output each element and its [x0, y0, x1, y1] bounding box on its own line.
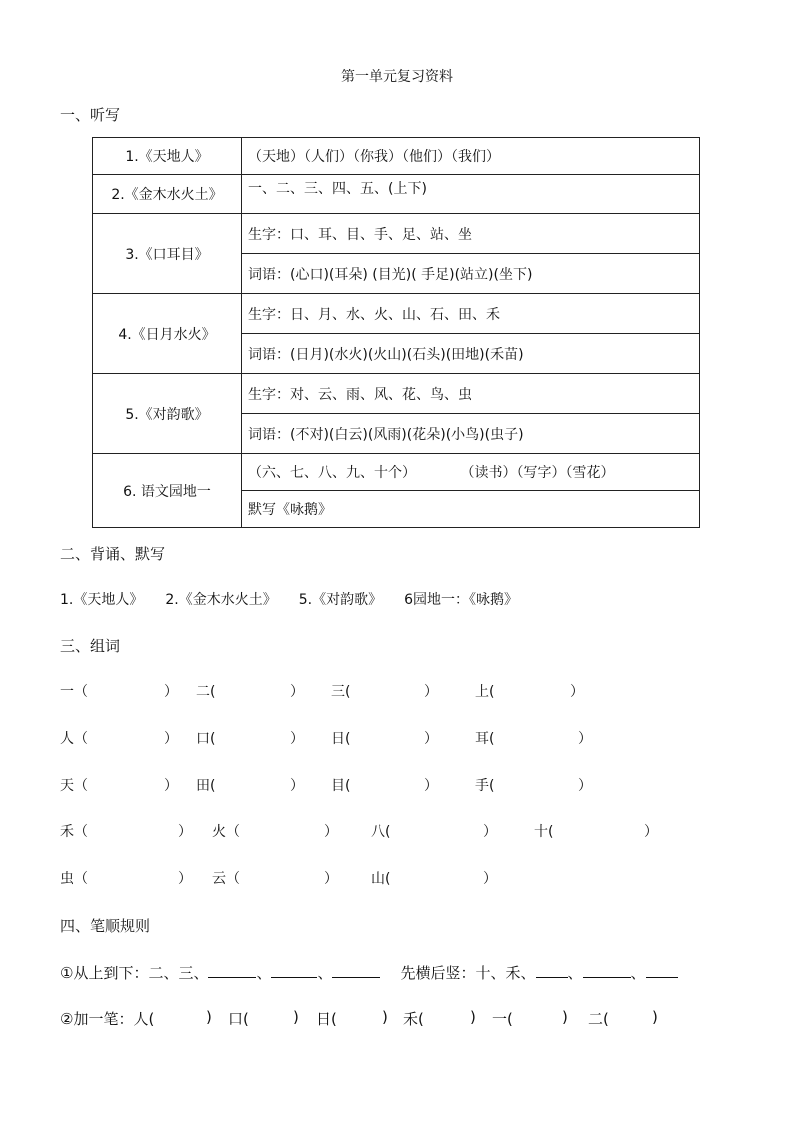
word-group-prompt: 山(: [371, 871, 391, 887]
answer-blank[interactable]: [536, 963, 568, 978]
recitation-item: 2.《金木水火土》: [165, 592, 277, 608]
word-group-close: ）: [290, 684, 304, 700]
word-group-close: ）: [424, 778, 438, 794]
word-group-prompt: 目(: [331, 778, 351, 794]
word-group-prompt: 禾（: [60, 824, 88, 840]
add-stroke-close: ): [382, 1008, 388, 1026]
word-group-prompt: 云（: [212, 871, 240, 887]
stroke-rule-top-to-bottom: ①从上到下：二、三、: [60, 964, 209, 982]
table-row-content: （天地）（人们）（你我）（他们）（我们）: [242, 138, 700, 175]
table-row-content: 生字：口、耳、目、手、足、站、坐: [242, 214, 700, 254]
table-row-content: 生字：对、云、雨、风、花、鸟、虫: [242, 374, 700, 414]
add-stroke-close: ): [293, 1008, 299, 1026]
table-row-content: 生字：日、月、水、火、山、石、田、禾: [242, 294, 700, 334]
table-row-content: 默写《咏鹅》: [242, 491, 700, 528]
word-group-close: ）: [290, 731, 304, 747]
add-stroke-close: ): [470, 1008, 476, 1026]
table-row-content: 一、二、三、四、五、(上下): [242, 175, 700, 214]
word-group-close: ）: [644, 824, 658, 840]
word-group-prompt: 日(: [331, 731, 351, 747]
word-group-close: ）: [164, 684, 178, 700]
section-heading-word-groups: 三、组词: [60, 637, 121, 655]
word-group-prompt: 二(: [196, 684, 216, 700]
separator: 、: [567, 964, 583, 982]
separator: 、: [630, 964, 646, 982]
word-group-prompt: 上(: [475, 684, 495, 700]
word-group-prompt: 手(: [475, 778, 495, 794]
add-stroke-close: ): [652, 1008, 658, 1026]
answer-blank[interactable]: [332, 963, 380, 978]
page-title: 第一单元复习资料: [341, 69, 453, 85]
table-row-label: 3.《口耳目》: [93, 214, 242, 294]
add-stroke-prompt: ②加一笔：人(: [60, 1010, 155, 1028]
word-group-close: ）: [570, 684, 584, 700]
separator: 、: [256, 964, 272, 982]
answer-blank[interactable]: [271, 963, 317, 978]
word-group-prompt: 八(: [371, 824, 391, 840]
word-group-prompt: 耳(: [475, 731, 495, 747]
word-group-prompt: 火（: [212, 824, 240, 840]
table-row-label: 2.《金木水火土》: [93, 175, 242, 214]
word-group-prompt: 三(: [331, 684, 351, 700]
word-group-prompt: 人（: [60, 731, 88, 747]
word-group-prompt: 田(: [196, 778, 216, 794]
recitation-item: 6园地一：《咏鹅》: [404, 592, 518, 608]
add-stroke-prompt: 二(: [588, 1010, 609, 1028]
section-heading-dictation: 一、听写: [60, 106, 121, 124]
word-group-close: ）: [164, 778, 178, 794]
dictation-table: [92, 137, 700, 528]
stroke-rule-horizontal-first: 先横后竖：十、禾、: [400, 964, 536, 982]
table-row-label: 6. 语文园地一: [93, 454, 242, 528]
answer-blank[interactable]: [646, 963, 678, 978]
add-stroke-close: ): [562, 1008, 568, 1026]
word-group-close: ）: [483, 871, 497, 887]
answer-blank[interactable]: [583, 963, 631, 978]
table-row-content: （六、七、八、九、十个） （读书）（写字）（雪花）: [242, 454, 700, 491]
add-stroke-prompt: 口(: [228, 1010, 249, 1028]
word-group-close: ）: [178, 824, 192, 840]
recitation-item: 1.《天地人》: [60, 592, 144, 608]
word-group-close: ）: [164, 731, 178, 747]
word-group-close: ）: [578, 778, 592, 794]
word-group-prompt: 一（: [60, 684, 88, 700]
word-group-close: ）: [578, 731, 592, 747]
word-group-close: ）: [324, 824, 338, 840]
word-group-close: ）: [424, 731, 438, 747]
table-row-content: 词语：(不对)(白云)(风雨)(花朵)(小鸟)(虫子): [242, 414, 700, 454]
recitation-item: 5.《对韵歌》: [298, 592, 383, 608]
separator: 、: [317, 964, 333, 982]
stroke-rule-line-1: [60, 962, 678, 983]
add-stroke-prompt: 禾(: [403, 1010, 424, 1028]
table-row-label: 4.《日月水火》: [93, 294, 242, 374]
word-group-close: ）: [424, 684, 438, 700]
add-stroke-prompt: 日(: [316, 1010, 337, 1028]
table-row-label: 1.《天地人》: [93, 138, 242, 175]
table-row-content: 词语：(日月)(水火)(火山)(石头)(田地)(禾苗): [242, 334, 700, 374]
add-stroke-close: ): [206, 1008, 212, 1026]
word-group-close: ）: [290, 778, 304, 794]
table-row-content: 词语：(心口)(耳朵) (目光)( 手足)(站立)(坐下): [242, 254, 700, 294]
word-group-prompt: 虫（: [60, 871, 88, 887]
word-group-close: ）: [483, 824, 497, 840]
word-group-close: ）: [178, 871, 192, 887]
answer-blank[interactable]: [208, 963, 256, 978]
word-group-prompt: 天（: [60, 778, 88, 794]
word-group-prompt: 口(: [196, 731, 216, 747]
recitation-list: [60, 589, 540, 609]
word-group-prompt: 十(: [534, 824, 554, 840]
section-heading-stroke-rules: 四、笔顺规则: [60, 917, 151, 935]
table-row-label: 5.《对韵歌》: [93, 374, 242, 454]
section-heading-recitation: 二、背诵、默写: [60, 545, 166, 563]
add-stroke-prompt: 一(: [492, 1010, 513, 1028]
word-group-close: ）: [324, 871, 338, 887]
